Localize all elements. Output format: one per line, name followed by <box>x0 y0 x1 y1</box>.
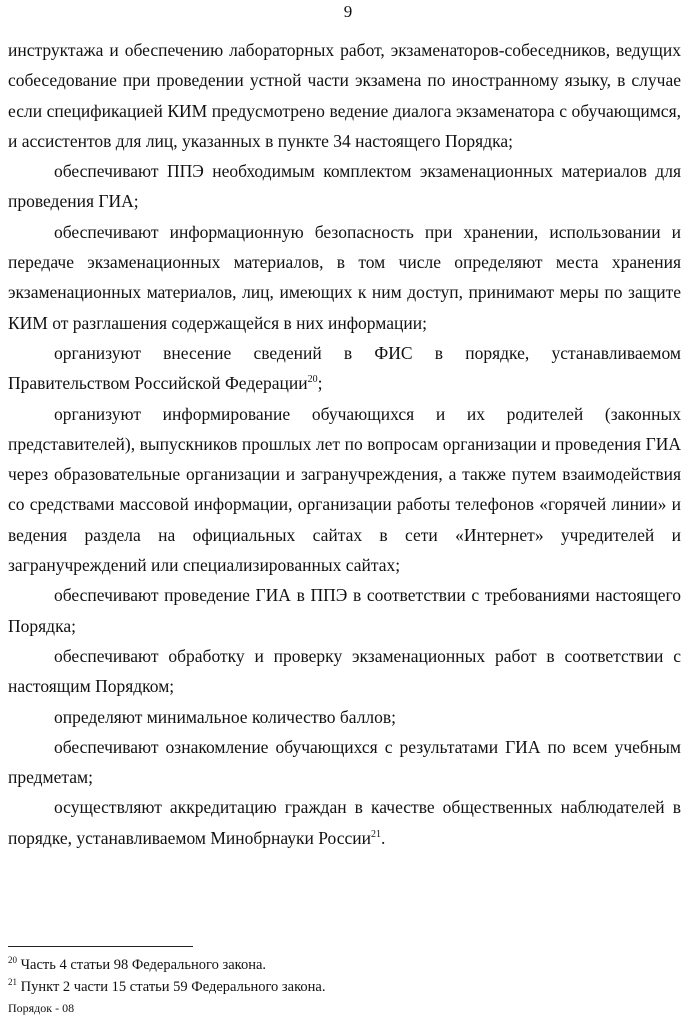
paragraph-tail: . <box>381 827 386 848</box>
footnote-text: Пункт 2 части 15 статьи 59 Федерального закона. <box>17 979 326 995</box>
paragraph <box>8 156 681 217</box>
footnote-mark: 21 <box>8 977 17 988</box>
footnote-mark: 20 <box>8 955 17 966</box>
paragraph <box>8 338 681 399</box>
paragraph <box>8 580 681 641</box>
footnote-text: Часть 4 статьи 98 Федерального закона. <box>17 957 267 973</box>
paragraph-text: обеспечивают информационную безопасность при хранении, использовании и передаче экзаменационных материалов, в том числе определяют места хранения экзаменационных материалов, лиц, имеющих к ним доступ, принимают меры по защите КИМ от разглашения содержащейся в них информации; <box>8 221 681 333</box>
paragraph <box>8 792 681 853</box>
document-body <box>8 35 681 853</box>
paragraph-text: обеспечивают обработку и проверку экзаменационных работ в соответствии с настоящим Порядком; <box>8 645 681 697</box>
footnotes <box>8 954 678 998</box>
paragraph <box>8 217 681 338</box>
paragraph-text: обеспечивают ППЭ необходимым комплектом экзаменационных материалов для проведения ГИА; <box>8 161 681 212</box>
paragraph <box>8 641 681 702</box>
paragraph-continuation <box>8 35 681 156</box>
page-number: 9 <box>343 2 353 21</box>
paragraph-text: организуют внесение сведений в ФИС в порядке, устанавливаемом Правительством Российской Федерации <box>8 342 681 394</box>
footnote-separator <box>8 946 193 947</box>
paragraph-text: организуют информирование обучающихся и их родителей (законных представителей), выпускников прошлых лет по вопросам организации и проведения ГИА через образовательные организации и загранучреждения, а также путем взаимодействия со средствами массовой информации, организации работы телефонов «горячей линии» и ведения раздела на официальных сайтах в сети «Интернет» учредителей и загранучреждений или специализированных сайтах; <box>8 403 681 576</box>
paragraph-text: обеспечивают проведение ГИА в ППЭ в соответствии с требованиями настоящего Порядка; <box>8 585 681 636</box>
footnote-ref-20: 20 <box>307 374 318 386</box>
paragraph-tail: ; <box>317 373 323 394</box>
footnote-20 <box>8 954 678 976</box>
document-code: Порядок - 08 <box>8 1001 75 1015</box>
footnote-ref-21: 21 <box>371 828 381 840</box>
paragraph <box>8 732 681 793</box>
paragraph-text: осуществляют аккредитацию граждан в качестве общественных наблюдателей в порядке, устанавливаемом Минобрнауки России <box>8 797 681 848</box>
footnote-21 <box>8 976 678 998</box>
paragraph <box>8 702 681 732</box>
paragraph-text: обеспечивают ознакомление обучающихся с результатами ГИА по всем учебным предметам; <box>8 736 681 788</box>
paragraph-text: инструктажа и обеспечению лабораторных работ, экзаменаторов-собеседников, ведущих собеседование при проведении устной части экзамена по иностранному языку, в случае если спецификацией КИМ предусмотрено ведение диалога экзаменатора с обучающимся, и ассистентов для лиц, указанных в пункте 34 настоящего Порядка; <box>8 40 681 151</box>
paragraph <box>8 399 681 581</box>
paragraph-text: определяют минимальное количество баллов; <box>54 706 397 727</box>
